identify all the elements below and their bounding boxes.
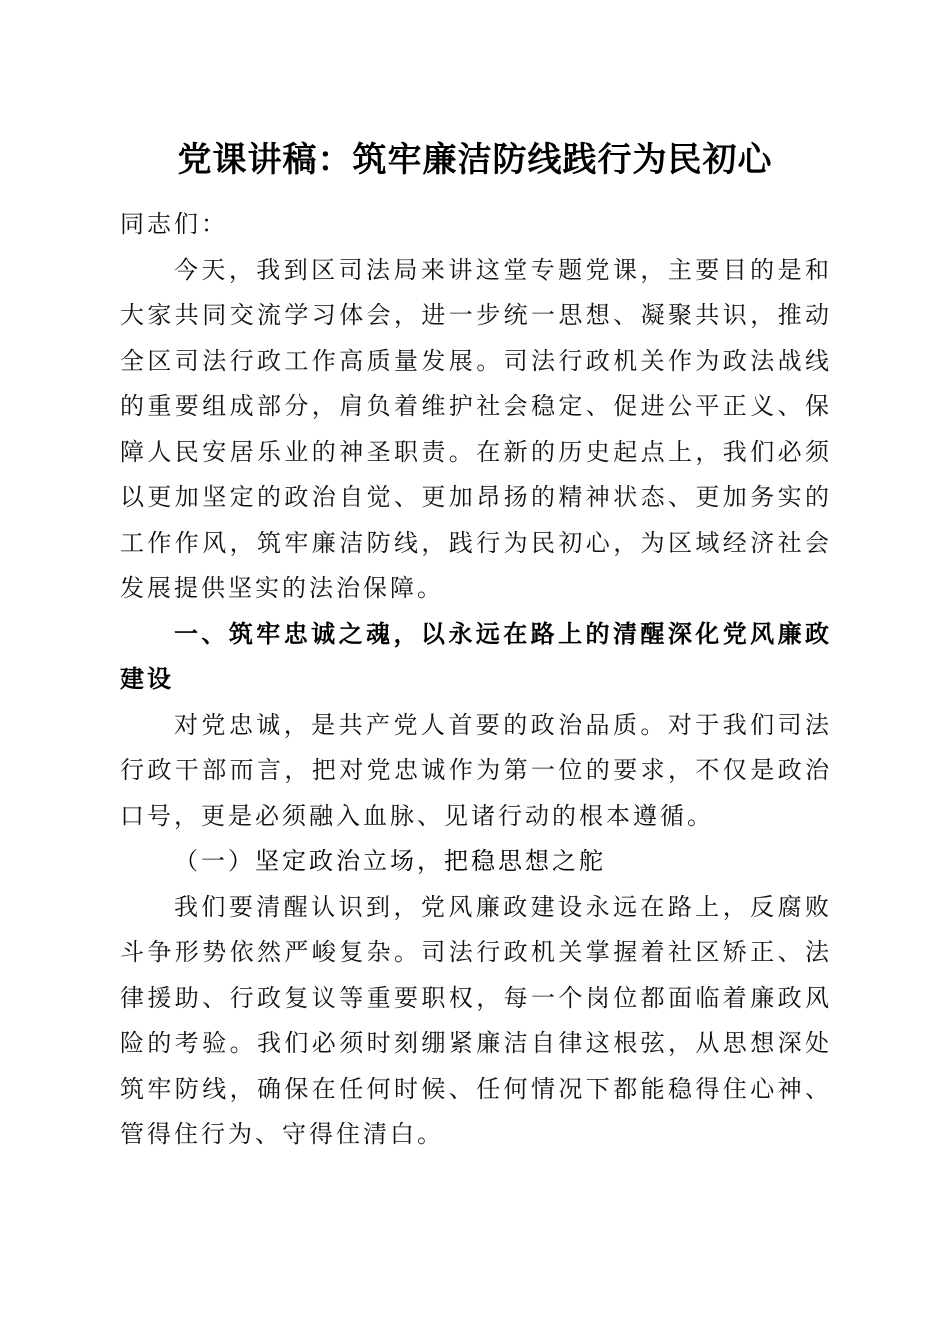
- section-1-heading: 一、筑牢忠诚之魂，以永远在路上的清醒深化党风廉政建设: [120, 619, 832, 693]
- subsection-1-paragraph: 我们要清醒认识到，党风廉政建设永远在路上，反腐败斗争形势依然严峻复杂。司法行政机关掌握着社区矫正、法律援助、行政复议等重要职权，每一个岗位都面临着廉政风险的考验。我们必须时刻绷紧廉洁自律这根弦，从思想深处筑牢防线，确保在任何时候、任何情况下都能稳得住心神、管得住行为、守得住清白。: [120, 892, 832, 1148]
- subsection-1-heading: （一）坚定政治立场，把稳思想之舵: [174, 847, 606, 875]
- document-title: 党课讲稿：筑牢廉洁防线践行为民初心: [177, 140, 773, 180]
- section-1-paragraph: 对党忠诚，是共产党人首要的政治品质。对于我们司法行政干部而言，把对党忠诚作为第一位的要求，不仅是政治口号，更是必须融入血脉、见诸行动的根本遵循。: [120, 710, 832, 830]
- intro-paragraph: 今天，我到区司法局来讲这堂专题党课，主要目的是和大家共同交流学习体会，进一步统一思想、凝聚共识，推动全区司法行政工作高质量发展。司法行政机关作为政法战线的重要组成部分，肩负着维护社会稳定、促进公平正义、保障人民安居乐业的神圣职责。在新的历史起点上，我们必须以更加坚定的政治自觉、更加昂扬的精神状态、更加务实的工作作风，筑牢廉洁防线，践行为民初心，为区域经济社会发展提供坚实的法治保障。: [120, 255, 832, 602]
- salutation: 同志们：: [120, 210, 228, 238]
- document-body: [120, 202, 832, 1158]
